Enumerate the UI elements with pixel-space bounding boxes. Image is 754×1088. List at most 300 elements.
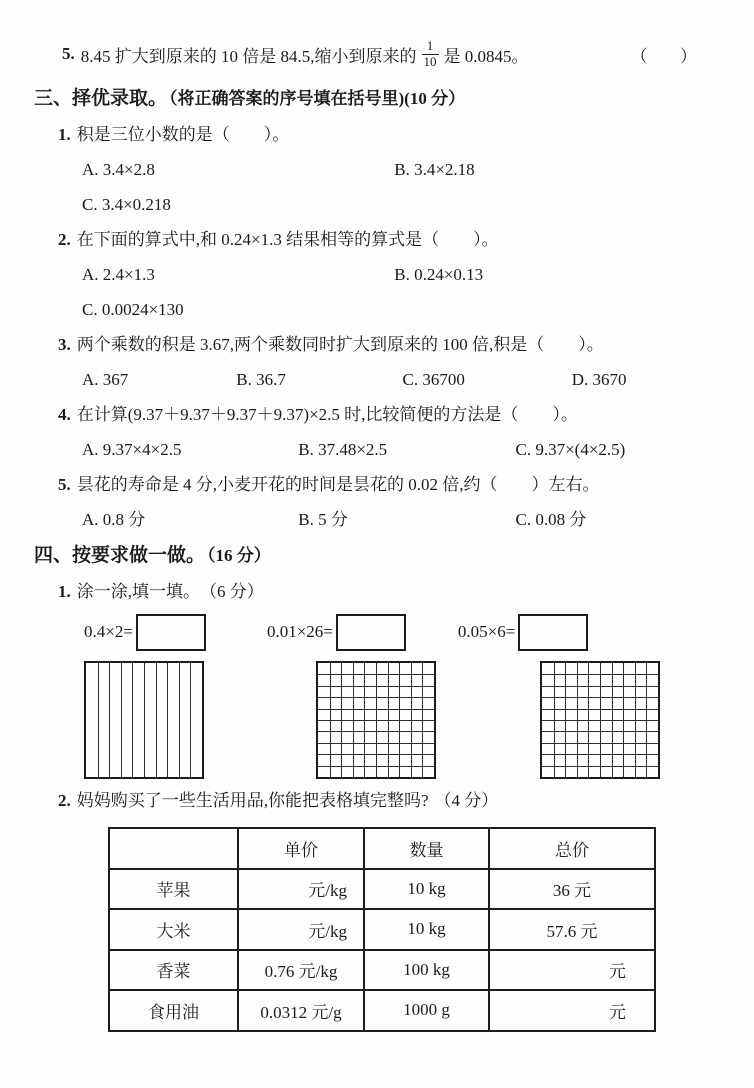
grid-cell[interactable]: [411, 720, 423, 731]
grid-cell[interactable]: [318, 674, 330, 685]
grid-cell[interactable]: [600, 720, 612, 731]
equation-3: [458, 614, 588, 651]
grid-cell[interactable]: [542, 686, 554, 697]
grid-cell[interactable]: [554, 697, 566, 708]
grid-cell[interactable]: [542, 720, 554, 731]
grid-cell[interactable]: [422, 709, 434, 720]
grid-cell[interactable]: [388, 754, 400, 765]
question-number: 2.: [58, 791, 71, 810]
question-points: （6 分）: [200, 582, 264, 601]
table-row-cooking-oil: [109, 990, 655, 1031]
grid-cell[interactable]: [388, 720, 400, 731]
header-quantity: 数量: [364, 828, 489, 869]
grid-cell[interactable]: [411, 766, 423, 777]
question-stem: 两个乘数的积是 3.67,两个乘数同时扩大到原来的 100 倍,积是（ ）。: [76, 335, 604, 354]
grid-cell[interactable]: [411, 709, 423, 720]
grid-cell[interactable]: [565, 766, 577, 777]
question-stem: 在下面的算式中,和 0.24×1.3 结果相等的算式是（ ）。: [76, 230, 499, 249]
equation-1: [84, 614, 206, 651]
grid-cell[interactable]: [318, 663, 330, 674]
grid-cell[interactable]: [318, 697, 330, 708]
choice-question-1: [58, 122, 754, 148]
grid-cell[interactable]: [588, 754, 600, 765]
table-row-apple: [109, 869, 655, 910]
options-row: [82, 262, 754, 288]
answer-box-3[interactable]: [518, 614, 588, 651]
grid-cell[interactable]: [341, 674, 353, 685]
grid-cell[interactable]: [646, 720, 658, 731]
grid-cell[interactable]: [364, 709, 376, 720]
grid-cell[interactable]: [600, 743, 612, 754]
section-title: 四、按要求做一做。: [34, 545, 206, 566]
cell-unit-price: 0.0312 元/g: [238, 990, 364, 1031]
grid-cell[interactable]: [542, 766, 554, 777]
equation-2: [267, 614, 406, 651]
grid-cell[interactable]: [588, 663, 600, 674]
header-unit-price: 单价: [238, 828, 364, 869]
grid-cell[interactable]: [612, 731, 624, 742]
grid-cell[interactable]: [399, 697, 411, 708]
answer-box-1[interactable]: [136, 614, 206, 651]
judge-text-before: 8.45 扩大到原来的 10 倍是 84.5,缩小到原来的: [80, 46, 417, 66]
grid-cell[interactable]: [364, 674, 376, 685]
grid-cell[interactable]: [554, 731, 566, 742]
equation-text: 0.05×6=: [457, 622, 516, 641]
grid-cell[interactable]: [635, 663, 647, 674]
grid-cell[interactable]: [588, 697, 600, 708]
grid-cell[interactable]: [554, 663, 566, 674]
grid-cell[interactable]: [376, 674, 388, 685]
grid-cell[interactable]: [341, 743, 353, 754]
grid-cell[interactable]: [542, 697, 554, 708]
grid-cell[interactable]: [612, 743, 624, 754]
options-row: [82, 437, 754, 463]
cell-name: 苹果: [109, 869, 238, 910]
grid-cell[interactable]: [376, 731, 388, 742]
question-stem: 昙花的寿命是 4 分,小麦开花的时间是昙花的 0.02 倍,约（ ）左右。: [76, 475, 600, 494]
header-total-price: 总价: [489, 828, 655, 869]
judge-question: [62, 32, 698, 76]
grid-cell[interactable]: [612, 754, 624, 765]
grid-cell[interactable]: [554, 674, 566, 685]
grid-cell[interactable]: [318, 754, 330, 765]
grid-cell[interactable]: [542, 731, 554, 742]
grid-cell[interactable]: [422, 663, 434, 674]
grid-cell[interactable]: [318, 743, 330, 754]
choice-question-4: [58, 402, 754, 428]
option-a: A. 9.37×4×2.5: [82, 440, 182, 459]
choice-question-5: [58, 472, 754, 498]
section-header-do: [34, 542, 754, 570]
grid-cell[interactable]: [411, 686, 423, 697]
grid-cell[interactable]: [612, 674, 624, 685]
cell-total-blank[interactable]: 元: [489, 950, 655, 991]
hundredths-grid-1[interactable]: [316, 661, 436, 779]
grid-cell[interactable]: [600, 674, 612, 685]
grid-cell[interactable]: [422, 766, 434, 777]
grid-cell[interactable]: [542, 663, 554, 674]
grid-cell[interactable]: [635, 754, 647, 765]
grid-cell[interactable]: [341, 663, 353, 674]
option-b: B. 0.24×0.13: [394, 265, 484, 284]
question-number: 2.: [58, 230, 71, 249]
grid-cell[interactable]: [364, 720, 376, 731]
grid-cell[interactable]: [612, 663, 624, 674]
equations-row: [84, 613, 754, 651]
grid-cell[interactable]: [554, 754, 566, 765]
grid-cell[interactable]: [376, 754, 388, 765]
grid-cell[interactable]: [422, 731, 434, 742]
option-c: C. 36700: [402, 370, 465, 389]
hundredths-grid-2[interactable]: [540, 661, 660, 779]
grid-cell[interactable]: [318, 766, 330, 777]
grid-cell[interactable]: [422, 720, 434, 731]
grid-cell[interactable]: [577, 709, 589, 720]
grid-cell[interactable]: [646, 709, 658, 720]
options-row: [82, 367, 754, 393]
grid-cell[interactable]: [542, 674, 554, 685]
grid-cell[interactable]: [565, 754, 577, 765]
grid-cell[interactable]: [388, 766, 400, 777]
judge-text-after: 是 0.0845。: [443, 46, 529, 66]
grid-cell[interactable]: [156, 663, 168, 777]
cell-unit-price: 0.76 元/kg: [238, 950, 364, 991]
grid-cell[interactable]: [588, 743, 600, 754]
grid-cell[interactable]: [422, 754, 434, 765]
grid-cell[interactable]: [646, 663, 658, 674]
grid-cell[interactable]: [411, 663, 423, 674]
judge-answer-brackets[interactable]: （ ）: [630, 46, 698, 66]
grid-cell[interactable]: [635, 674, 647, 685]
grid-cell[interactable]: [399, 674, 411, 685]
grid-cell[interactable]: [588, 709, 600, 720]
grid-cell[interactable]: [623, 686, 635, 697]
grid-cell[interactable]: [612, 766, 624, 777]
grid-cell[interactable]: [646, 674, 658, 685]
grid-cell[interactable]: [318, 709, 330, 720]
tenths-grid[interactable]: [84, 661, 204, 779]
grid-cell[interactable]: [341, 720, 353, 731]
grid-cell[interactable]: [353, 674, 365, 685]
grid-cell[interactable]: [353, 754, 365, 765]
grid-cell[interactable]: [376, 697, 388, 708]
grid-cell[interactable]: [635, 697, 647, 708]
grid-cell[interactable]: [353, 731, 365, 742]
grid-cell[interactable]: [635, 709, 647, 720]
grid-cell[interactable]: [623, 709, 635, 720]
grid-cell[interactable]: [554, 709, 566, 720]
option-b: B. 36.7: [236, 370, 286, 389]
grid-cell[interactable]: [588, 720, 600, 731]
equation-text: 0.01×26=: [266, 622, 333, 641]
grid-cell[interactable]: [565, 686, 577, 697]
option-c: C. 9.37×(4×2.5): [515, 440, 626, 459]
grid-cell[interactable]: [341, 766, 353, 777]
grid-cell[interactable]: [623, 697, 635, 708]
grid-cell[interactable]: [565, 731, 577, 742]
table-row-rice: [109, 909, 655, 950]
grid-cell[interactable]: [565, 709, 577, 720]
grid-cell[interactable]: [646, 686, 658, 697]
table-header-row: [109, 828, 655, 869]
question-number: 5.: [58, 475, 71, 494]
option-b: B. 3.4×2.18: [394, 160, 475, 179]
grid-cell[interactable]: [330, 743, 342, 754]
grid-cell[interactable]: [364, 766, 376, 777]
grid-cell[interactable]: [399, 743, 411, 754]
grid-cell[interactable]: [399, 731, 411, 742]
grid-cell[interactable]: [646, 754, 658, 765]
grid-cell[interactable]: [364, 743, 376, 754]
grid-cell[interactable]: [364, 663, 376, 674]
question-stem: 妈妈购买了一些生活用品,你能把表格填完整吗?: [76, 791, 429, 810]
grid-cell[interactable]: [646, 731, 658, 742]
grid-cell[interactable]: [411, 731, 423, 742]
grid-cell[interactable]: [318, 686, 330, 697]
grid-cell[interactable]: [364, 686, 376, 697]
grid-cell[interactable]: [388, 743, 400, 754]
grid-cell[interactable]: [364, 697, 376, 708]
grid-cell[interactable]: [109, 663, 121, 777]
grid-cell[interactable]: [588, 766, 600, 777]
grid-cell[interactable]: [399, 663, 411, 674]
grid-cell[interactable]: [577, 754, 589, 765]
grid-cell[interactable]: [600, 686, 612, 697]
options-row: [82, 157, 754, 183]
grids-row: [84, 661, 754, 779]
grid-cell[interactable]: [353, 743, 365, 754]
grid-cell[interactable]: [98, 663, 110, 777]
grid-cell[interactable]: [635, 766, 647, 777]
grid-cell[interactable]: [422, 697, 434, 708]
grid-cell[interactable]: [341, 709, 353, 720]
grid-cell[interactable]: [542, 743, 554, 754]
grid-cell[interactable]: [399, 720, 411, 731]
fill-question: [58, 579, 754, 605]
grid-cell[interactable]: [554, 686, 566, 697]
grid-cell[interactable]: [341, 697, 353, 708]
option-a: A. 2.4×1.3: [82, 265, 155, 284]
grid-cell[interactable]: [623, 720, 635, 731]
grid-cell[interactable]: [411, 743, 423, 754]
grid-cell[interactable]: [554, 766, 566, 777]
grid-cell[interactable]: [341, 754, 353, 765]
grid-cell[interactable]: [577, 720, 589, 731]
grid-cell[interactable]: [623, 731, 635, 742]
grid-cell[interactable]: [600, 697, 612, 708]
question-number: 1.: [58, 582, 71, 601]
grid-cell[interactable]: [341, 686, 353, 697]
question-stem: 涂一涂,填一填。: [76, 582, 200, 601]
grid-cell[interactable]: [422, 686, 434, 697]
grid-cell[interactable]: [554, 743, 566, 754]
choice-question-2: [58, 227, 754, 253]
fraction-numerator: 1: [426, 37, 434, 53]
grid-cell[interactable]: [612, 697, 624, 708]
fraction-denominator: 10: [423, 53, 437, 69]
option-b: B. 5 分: [298, 510, 348, 529]
grid-cell[interactable]: [577, 697, 589, 708]
grid-cell[interactable]: [330, 766, 342, 777]
grid-cell[interactable]: [86, 663, 98, 777]
grid-cell[interactable]: [422, 674, 434, 685]
grid-cell[interactable]: [388, 674, 400, 685]
section-title: 三、择优录取。: [34, 88, 168, 109]
grid-cell[interactable]: [167, 663, 179, 777]
grid-cell[interactable]: [399, 686, 411, 697]
grid-cell[interactable]: [600, 754, 612, 765]
grid-cell[interactable]: [376, 766, 388, 777]
grid-cell[interactable]: [646, 766, 658, 777]
grid-cell[interactable]: [364, 731, 376, 742]
grid-cell[interactable]: [330, 709, 342, 720]
grid-cell[interactable]: [330, 663, 342, 674]
grid-cell[interactable]: [623, 766, 635, 777]
grid-cell[interactable]: [399, 709, 411, 720]
grid-cell[interactable]: [376, 720, 388, 731]
equation-text: 0.4×2=: [84, 622, 133, 641]
options-row: [82, 192, 754, 218]
grid-cell[interactable]: [612, 686, 624, 697]
grid-cell[interactable]: [635, 731, 647, 742]
grid-cell[interactable]: [353, 720, 365, 731]
grid-cell[interactable]: [330, 674, 342, 685]
option-c: C. 0.0024×130: [82, 300, 184, 319]
grid-cell[interactable]: [330, 686, 342, 697]
grid-cell[interactable]: [353, 686, 365, 697]
grid-cell[interactable]: [353, 766, 365, 777]
grid-cell[interactable]: [411, 674, 423, 685]
grid-cell[interactable]: [577, 686, 589, 697]
cell-total: 57.6 元: [489, 909, 655, 950]
cell-quantity: 1000 g: [364, 990, 489, 1031]
grid-cell[interactable]: [600, 709, 612, 720]
grid-cell[interactable]: [190, 663, 202, 777]
grid-cell[interactable]: [330, 720, 342, 731]
shopping-table: [108, 827, 656, 1032]
options-row: [82, 297, 754, 323]
grid-cell[interactable]: [411, 754, 423, 765]
question-number: 5.: [62, 44, 75, 63]
shopping-question: [58, 788, 754, 814]
option-a: A. 3.4×2.8: [82, 160, 155, 179]
question-points: （4 分）: [434, 791, 499, 810]
option-b: B. 37.48×2.5: [298, 440, 388, 459]
grid-cell[interactable]: [144, 663, 156, 777]
grid-cell[interactable]: [623, 674, 635, 685]
table-row-cilantro: [109, 950, 655, 991]
cell-name: 大米: [109, 909, 238, 950]
grid-cell[interactable]: [341, 731, 353, 742]
grid-cell[interactable]: [376, 743, 388, 754]
grid-cell[interactable]: [364, 754, 376, 765]
question-number: 1.: [58, 125, 71, 144]
grid-cell[interactable]: [388, 697, 400, 708]
cell-quantity: 10 kg: [364, 909, 489, 950]
grid-cell[interactable]: [399, 754, 411, 765]
question-stem: 在计算(9.37＋9.37＋9.37＋9.37)×2.5 时,比较简便的方法是（ ）。: [76, 405, 578, 424]
grid-cell[interactable]: [353, 709, 365, 720]
grid-cell[interactable]: [330, 731, 342, 742]
fraction: [422, 39, 439, 70]
grid-cell[interactable]: [623, 743, 635, 754]
grid-cell[interactable]: [565, 697, 577, 708]
grid-cell[interactable]: [376, 686, 388, 697]
grid-cell[interactable]: [565, 674, 577, 685]
grid-cell[interactable]: [376, 709, 388, 720]
cell-total-blank[interactable]: 元: [489, 990, 655, 1031]
grid-cell[interactable]: [388, 731, 400, 742]
section-points: （16 分）: [207, 546, 271, 565]
cell-unit-price-blank[interactable]: 元/kg: [238, 869, 364, 910]
grid-cell[interactable]: [121, 663, 133, 777]
grid-cell[interactable]: [388, 663, 400, 674]
grid-cell[interactable]: [577, 731, 589, 742]
grid-cell[interactable]: [635, 720, 647, 731]
grid-cell[interactable]: [353, 663, 365, 674]
grid-cell[interactable]: [612, 720, 624, 731]
grid-cell[interactable]: [600, 731, 612, 742]
grid-cell[interactable]: [542, 754, 554, 765]
grid-cell[interactable]: [588, 674, 600, 685]
grid-cell[interactable]: [577, 743, 589, 754]
option-a: A. 0.8 分: [82, 510, 146, 529]
grid-cell[interactable]: [542, 709, 554, 720]
grid-cell[interactable]: [646, 743, 658, 754]
grid-cell[interactable]: [318, 731, 330, 742]
grid-cell[interactable]: [353, 697, 365, 708]
grid-cell[interactable]: [132, 663, 144, 777]
grid-cell[interactable]: [612, 709, 624, 720]
grid-cell[interactable]: [577, 663, 589, 674]
grid-cell[interactable]: [646, 697, 658, 708]
grid-cell[interactable]: [623, 754, 635, 765]
grid-cell[interactable]: [577, 674, 589, 685]
grid-cell[interactable]: [565, 743, 577, 754]
grid-cell[interactable]: [179, 663, 191, 777]
grid-cell[interactable]: [588, 686, 600, 697]
grid-cell[interactable]: [388, 709, 400, 720]
section-header-choice: [34, 85, 754, 113]
cell-quantity: 10 kg: [364, 869, 489, 910]
option-c: C. 0.08 分: [515, 510, 587, 529]
grid-cell[interactable]: [635, 743, 647, 754]
grid-cell[interactable]: [399, 766, 411, 777]
grid-cell[interactable]: [623, 663, 635, 674]
grid-cell[interactable]: [330, 754, 342, 765]
answer-box-2[interactable]: [336, 614, 406, 651]
cell-unit-price-blank[interactable]: 元/kg: [238, 909, 364, 950]
question-stem: 积是三位小数的是（ ）。: [76, 125, 290, 144]
grid-cell[interactable]: [565, 663, 577, 674]
grid-cell[interactable]: [600, 663, 612, 674]
question-number: 3.: [58, 335, 71, 354]
option-d: D. 3670: [571, 370, 627, 389]
grid-cell[interactable]: [600, 766, 612, 777]
grid-cell[interactable]: [330, 697, 342, 708]
grid-cell[interactable]: [388, 686, 400, 697]
grid-cell[interactable]: [565, 720, 577, 731]
grid-cell[interactable]: [588, 731, 600, 742]
grid-cell[interactable]: [376, 663, 388, 674]
grid-cell[interactable]: [318, 720, 330, 731]
grid-cell[interactable]: [635, 686, 647, 697]
grid-cell[interactable]: [554, 720, 566, 731]
section-note: （将正确答案的序号填在括号里)(10 分）: [169, 89, 466, 108]
grid-cell[interactable]: [411, 697, 423, 708]
grid-cell[interactable]: [577, 766, 589, 777]
grid-cell[interactable]: [422, 743, 434, 754]
